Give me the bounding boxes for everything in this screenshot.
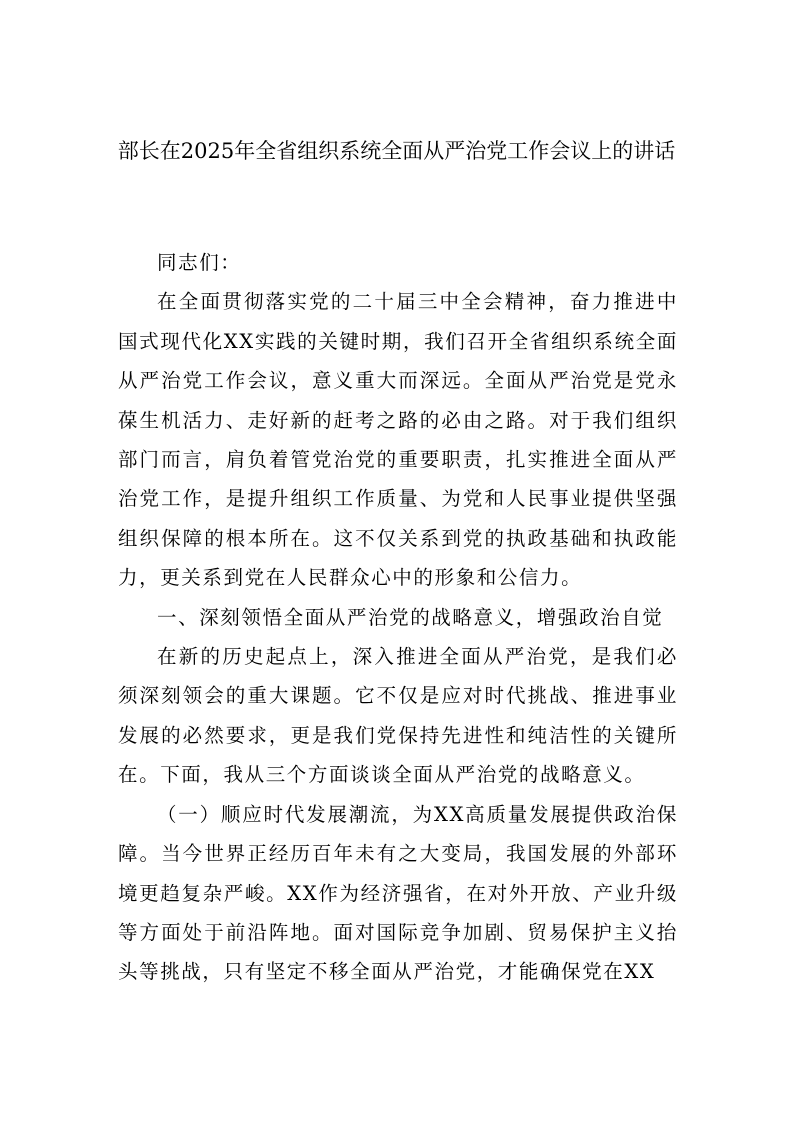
section-intro-paragraph: 在新的历史起点上，深入推进全面从严治党，是我们必须深刻领会的重大课题。它不仅是应对时代挑战、推进事业发展的必然要求，更是我们党保持先进性和纯洁性的关键所在。下面，我从三个方面谈谈全面从严治党的战略意义。 (118, 645, 678, 787)
salutation-paragraph: 同志们： (157, 251, 242, 274)
subsection-paragraph: （一）顺应时代发展潮流，为XX高质量发展提供政治保障。当今世界正经历百年未有之大变局，我国发展的外部环境更趋复杂严峻。XX作为经济强省，在对外开放、产业升级等方面处于前沿阵地。面对国际竞争加剧、贸易保护主义抬头等挑战，只有坚定不移全面从严治党，才能确保党在XX (118, 802, 678, 984)
intro-paragraph: 在全面贯彻落实党的二十届三中全会精神，奋力推进中国式现代化XX实践的关键时期，我们召开全省组织系统全面从严治党工作会议，意义重大而深远。全面从严治党是党永葆生机活力、走好新的赶考之路的必由之路。对于我们组织部门而言，肩负着管党治党的重要职责，扎实推进全面从严治党工作，是提升组织工作质量、为党和人民事业提供坚强组织保障的根本所在。这不仅关系到党的执政基础和执政能力，更关系到党在人民群众心中的形象和公信力。 (118, 290, 678, 590)
document-body (118, 243, 678, 992)
section-heading: 一、深刻领悟全面从严治党的战略意义，增强政治自觉 (157, 605, 664, 629)
document-title: 部长在2025年全省组织系统全面从严治党工作会议上的讲话 (117, 139, 676, 163)
